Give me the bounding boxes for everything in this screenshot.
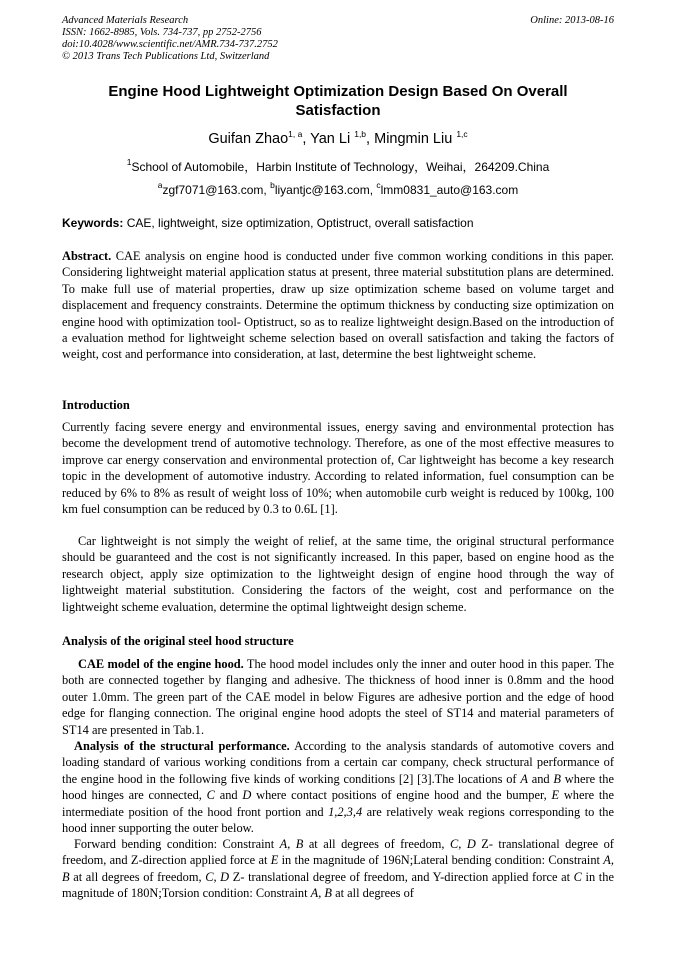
- title-line-1: Engine Hood Lightweight Optimization Design Based On Overall: [108, 83, 568, 100]
- text-run: Z- translational degree of freedom, and Z-direction applied force at: [62, 837, 614, 868]
- author-name: Mingmin Liu: [374, 131, 453, 147]
- text-run: and: [219, 788, 238, 803]
- text-run: According to the analysis standards of automotive covers and loading standard of various working conditions from a certain car company, check structural performance of the engine hood in the following five kinds of working conditions [2] [3].The locations of: [62, 739, 615, 786]
- affiliation: [62, 157, 614, 175]
- keywords-text: CAE, lightweight, size optimization, Optistruct, overall satisfaction: [126, 216, 474, 230]
- analysis-heading: Analysis of the original steel hood structure: [62, 634, 294, 648]
- text-run: where the hood hinges are connected,: [62, 771, 614, 803]
- text-run: in the magnitude of 196N;Lateral bending condition: Constraint: [281, 853, 600, 868]
- abstract-label: Abstract.: [62, 249, 112, 263]
- abstract-text: CAE analysis on engine hood is conducted under five common working conditions in this paper. Considering lightweight material application status at present, three material substitution plans are determined. To make full use of material properties, draw up size optimization scheme based on volume target and displacement and frequency constraints. Determine the optimum thickness by conducting size optimization on engine hood with optimization tool- Optistruct, so as to realize lightweight design.Based on the introduction of a evaluation method for lightweight scheme selection based on overall satisfaction and taking the factors of weight, cost and performance into consideration, at last, determine the best lightweight scheme.: [62, 249, 614, 362]
- introduction-paragraph-1: Currently facing severe energy and environmental issues, energy saving and environmental protection has become the development trend of automotive technology. Therefore, as one of the most effective measures to improve car energy conservation and environmental protection of, Car lightweight has become a key research topic in the development of automotive industry. According to related information, fuel consumption can be reduced by 6% to 8% as result of weight loss of 10%; when automobile curb weight is reduced by 100kg, 100 km fuel consumption can be reduced by 0.3 to 0.6L [1].: [62, 420, 614, 517]
- structural-performance-lead: Analysis of the structural performance.: [74, 739, 290, 753]
- email-sup: a: [157, 180, 163, 190]
- text-run: in the magnitude of 180N;Torsion condition: Constraint: [62, 869, 614, 901]
- affiliation-sup: 1: [126, 157, 132, 167]
- analysis-paragraph-2: [62, 738, 614, 836]
- cae-model-lead: CAE model of the engine hood.: [78, 657, 244, 671]
- var-d: D: [242, 788, 252, 803]
- author-name: Guifan Zhao: [208, 131, 289, 147]
- text-run: are relatively weak regions corresponding to the hood inner supporting the outer below.: [62, 804, 614, 836]
- email-address: liyantjc@163.com: [274, 183, 370, 197]
- var-a: A: [520, 771, 528, 786]
- introduction-heading: Introduction: [62, 398, 130, 412]
- doi-line: doi:10.4028/www.scientific.net/AMR.734-737.2752: [62, 39, 278, 50]
- abstract-paragraph: [62, 248, 614, 363]
- email-sup: b: [270, 180, 275, 190]
- email-list: $^a$zgf7071@163.com, $^b$liyantjc@163.com, $^c$lmm0831_auto@163.com: [157, 180, 519, 197]
- author-name: Yan Li: [310, 131, 351, 147]
- var-ab: A, B: [279, 837, 304, 851]
- issn-line: ISSN: 1662-8985, Vols. 734-737, pp 2752-2756: [62, 27, 262, 38]
- var-cd: C, D: [450, 837, 476, 851]
- copyright-line: © 2013 Trans Tech Publications Ltd, Switzerland: [62, 51, 270, 62]
- title-line-2: Satisfaction: [295, 102, 381, 119]
- var-regions: 1,2,3,4: [328, 804, 363, 819]
- author-sup: 1,c: [456, 129, 468, 139]
- author-list: Guifan Zhao$^{1, a}$, Yan Li $^{1,b}$, Mingmin Liu $^{1,c}$: [208, 129, 468, 147]
- introduction-paragraph-2: Car lightweight is not simply the weight of relief, at the same time, the original structural performance should be guaranteed and the cost is not significantly increased. In this paper, based on engine hood as the research object, apply size optimization to the lightweight design of engine hood through the way of lightweight material substitution. Considering the factors of the weight, cost and performance on the lightweight scheme evaluation, determine the optimal lightweight design scheme.: [62, 534, 614, 614]
- var-ab: A, B: [310, 886, 332, 901]
- text-run: Forward bending condition: Constraint: [74, 837, 275, 851]
- text-run: and: [531, 771, 550, 786]
- keywords: [62, 216, 614, 230]
- var-ab: A, B: [62, 853, 614, 884]
- var-cd: C, D: [205, 869, 230, 884]
- email-address: zgf7071@163.com: [162, 183, 264, 197]
- var-e: E: [551, 788, 560, 803]
- author-sup: 1,b: [354, 129, 367, 139]
- text-run: at all degrees of freedom,: [308, 837, 445, 851]
- var-c: C: [573, 869, 582, 884]
- var-c: C: [206, 788, 215, 803]
- paper-title: [62, 82, 614, 120]
- text-run: at all degrees of: [335, 886, 414, 901]
- author-sup: 1, a: [288, 129, 303, 139]
- text-run: where contact positions of engine hood and the bumper,: [256, 788, 547, 803]
- journal-name: Advanced Materials Research: [62, 15, 189, 26]
- analysis-paragraph-1: [62, 656, 614, 738]
- email-address: lmm0831_auto@163.com: [380, 183, 519, 197]
- cae-model-text: The hood model includes only the inner and outer hood in this paper. The both are connected together by flanging and adhesive. The thickness of hood inner is 0.8mm and the hood outer 1.0mm. The green part of the CAE model in below Figures are adhesive portion and the edge of hood edge for flanging connection. The original engine hood adopts the steel of ST14 and material parameters of ST14 are presented in Tab.1.: [62, 657, 614, 737]
- var-e: E: [270, 853, 279, 868]
- email-sup: c: [376, 180, 381, 190]
- text-run: Z- translational degree of freedom, and Y-direction applied force at: [232, 869, 571, 884]
- text-run: at all degrees of freedom,: [73, 869, 202, 884]
- online-date: Online: 2013-08-16: [530, 15, 614, 26]
- var-b: B: [553, 771, 561, 786]
- analysis-paragraph-3: [62, 836, 614, 902]
- affiliation-text: School of Automobile，Harbin Institute of Technology，Weihai，264209.China: [131, 160, 550, 174]
- text-run: where the intermediate position of the hood front portion and: [62, 788, 615, 819]
- keywords-label: Keywords:: [62, 216, 124, 230]
